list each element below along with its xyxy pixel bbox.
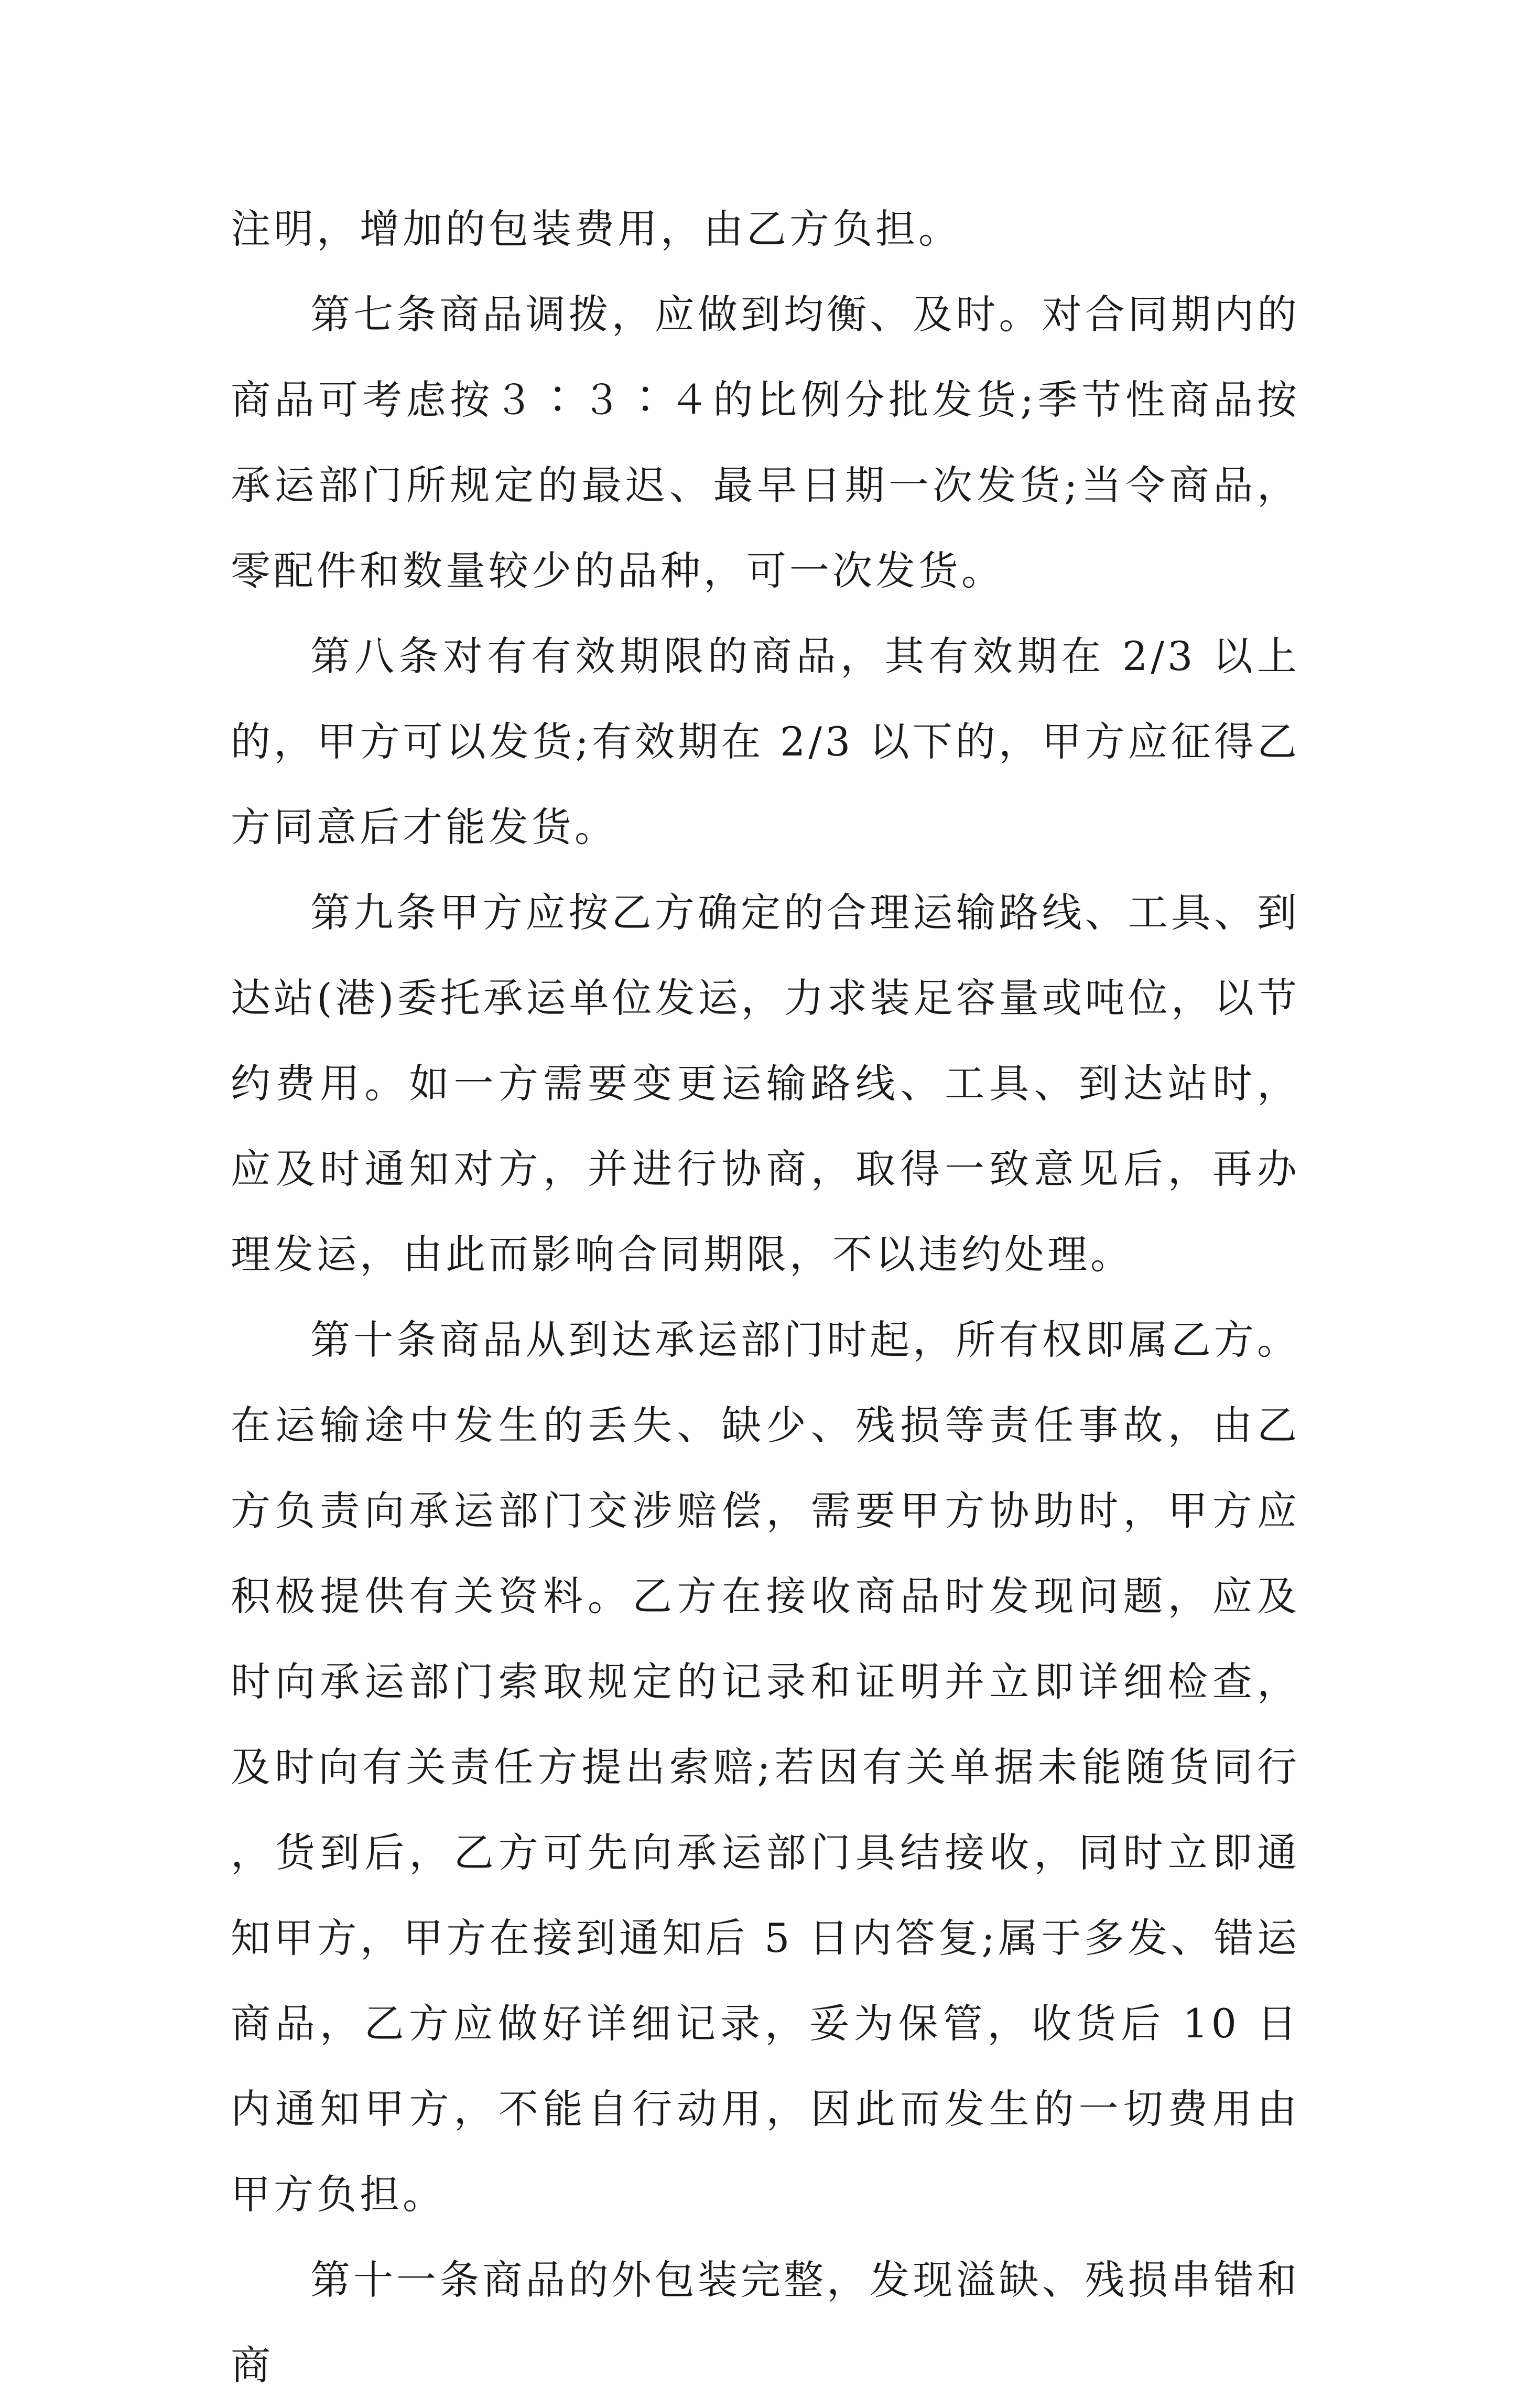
document-body (231, 186, 1300, 2408)
paragraph-article-11: 第十一条商品的外包装完整，发现溢缺、残损串错和商 (231, 2256, 1300, 2389)
paragraph-article-7: 第七条商品调拨，应做到均衡、及时。对合同期内的商品可考虑按３∶３∶４的比例分批发货;季节性商品按承运部门所规定的最迟、最早日期一次发货;当令商品，零配件和数量较少的品种，可一次发货。 (231, 291, 1300, 594)
paragraph-article-9: 第九条甲方应按乙方确定的合理运输路线、工具、到达站(港)委托承运单位发运，力求装足容量或吨位，以节约费用。如一方需要变更运输路线、工具、到达站时，应及时通知对方，并进行协商，取得一致意见后，再办理发运，由此而影响合同期限，不以违约处理。 (231, 889, 1300, 1278)
paragraph-article-10: 第十条商品从到达承运部门时起，所有权即属乙方。在运输途中发生的丢失、缺少、残损等责任事故，由乙方负责向承运部门交涉赔偿，需要甲方协助时，甲方应积极提供有关资料。乙方在接收商品时发现问题，应及时向承运部门索取规定的记录和证明并立即详细检查，及时向有关责任方提出索赔;若因有关单据未能随货同行，货到后，乙方可先向承运部门具结接收，同时立即通知甲方，甲方在接到通知后 5 日内答复;属于多发、错运商品，乙方应做好详细记录，妥为保管，收货后 10 日内通知甲方，不能自行动用，因此而发生的一切费用由甲方负担。 (231, 1316, 1300, 2218)
paragraph-continuation: 注明，增加的包装费用，由乙方负担。 (231, 206, 961, 252)
paragraph-article-8: 第八条对有有效期限的商品，其有效期在 2/3 以上的，甲方可以发货;有效期在 2/3 以下的，甲方应征得乙方同意后才能发货。 (231, 633, 1300, 850)
